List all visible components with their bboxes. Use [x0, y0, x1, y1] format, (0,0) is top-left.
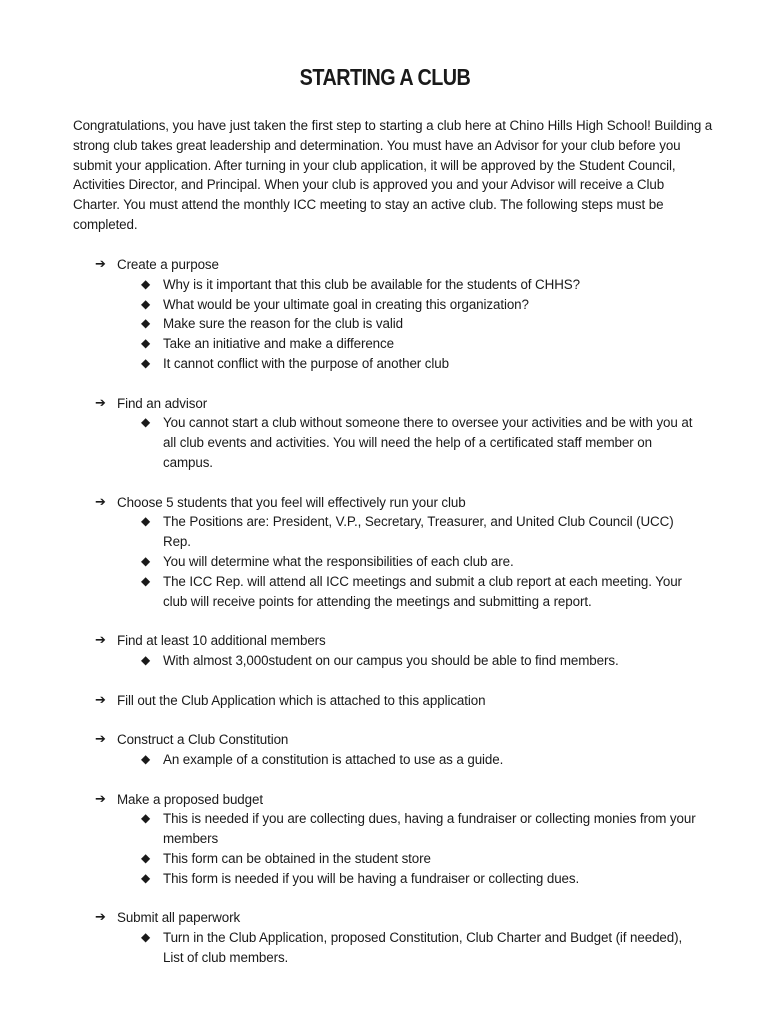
arrow-icon: ➔	[95, 732, 106, 748]
step-label: Submit all paperwork	[117, 910, 241, 926]
diamond-bullet-icon: ◆	[141, 553, 151, 568]
step-item	[95, 730, 715, 770]
sub-item-text: The Positions are: President, V.P., Secretary, Treasurer, and United Club Council (UCC) Rep.	[163, 514, 674, 550]
diamond-bullet-icon: ◆	[141, 573, 151, 588]
sub-item-text: Why is it important that this club be available for the students of CHHS?	[163, 276, 580, 292]
sub-item	[141, 869, 715, 889]
sub-item	[141, 928, 715, 968]
intro-paragraph: Congratulations, you have just taken the first step to starting a club here at Chino Hills High School! Building a strong club takes great leadership and determination. You must have an Advisor for your club before you submit your application. After turning in your club application, it will be approved by the Student Council, Activities Director, and Principal. When your club is approved you and your Advisor will receive a Club Charter. You must attend the monthly ICC meeting to stay an active club. The following steps must be completed.	[73, 118, 713, 232]
sub-item	[141, 552, 715, 572]
diamond-bullet-icon: ◆	[141, 850, 151, 865]
arrow-icon: ➔	[95, 692, 106, 708]
diamond-bullet-icon: ◆	[141, 930, 151, 945]
sub-item	[141, 413, 715, 472]
step-item	[95, 790, 715, 889]
diamond-bullet-icon: ◆	[141, 296, 151, 311]
diamond-bullet-icon: ◆	[141, 316, 151, 331]
step-label: Find at least 10 additional members	[117, 633, 326, 649]
step-label: Construct a Club Constitution	[117, 732, 289, 748]
step-label: Choose 5 students that you feel will effectively run your club	[117, 494, 466, 510]
sub-item	[141, 512, 715, 552]
step-label: Fill out the Club Application which is attached to this application	[117, 692, 486, 708]
sub-item	[141, 651, 715, 671]
step-label: Find an advisor	[117, 395, 208, 411]
diamond-bullet-icon: ◆	[141, 276, 151, 291]
sub-item-text: Make sure the reason for the club is valid	[163, 316, 403, 332]
arrow-icon: ➔	[95, 494, 106, 510]
sub-item-text: This is needed if you are collecting dues, having a fundraiser or collecting monies from your members	[163, 811, 696, 847]
diamond-bullet-icon: ◆	[141, 514, 151, 529]
diamond-bullet-icon: ◆	[141, 336, 151, 351]
sub-item	[141, 750, 715, 770]
step-item	[95, 631, 715, 671]
sub-item-text: An example of a constitution is attached to use as a guide.	[163, 751, 504, 767]
arrow-icon: ➔	[95, 633, 106, 649]
diamond-bullet-icon: ◆	[141, 870, 151, 885]
arrow-icon: ➔	[95, 791, 106, 807]
sub-item	[141, 275, 715, 295]
sub-item-text: This form is needed if you will be having a fundraiser or collecting dues.	[163, 870, 580, 886]
step-label: Make a proposed budget	[117, 791, 263, 807]
sub-item-text: This form can be obtained in the student store	[163, 850, 431, 866]
step-item	[95, 394, 715, 473]
sub-item	[141, 295, 715, 315]
sub-item	[141, 809, 715, 849]
step-label: Create a purpose	[117, 257, 219, 272]
arrow-icon: ➔	[95, 395, 106, 411]
diamond-bullet-icon: ◆	[141, 811, 151, 826]
diamond-bullet-icon: ◆	[141, 415, 151, 430]
step-item	[95, 255, 715, 374]
sub-item-text: You cannot start a club without someone there to oversee your activities and be with you at all club events and activities. You will need the help of a certificated staff member on campus.	[163, 415, 693, 470]
sub-item	[141, 354, 715, 374]
sub-item-text: Take an initiative and make a difference	[163, 336, 394, 352]
sub-item-text: The ICC Rep. will attend all ICC meetings and submit a club report at each meeting. Your club will receive points for attending the meetings and submitting a report.	[163, 573, 682, 609]
sub-item-text: What would be your ultimate goal in creating this organization?	[163, 296, 529, 312]
diamond-bullet-icon: ◆	[141, 751, 151, 766]
arrow-icon: ➔	[95, 257, 106, 272]
diamond-bullet-icon: ◆	[141, 355, 151, 370]
step-item	[95, 493, 715, 612]
sub-item-text: With almost 3,000student on our campus you should be able to find members.	[163, 652, 619, 668]
sub-item-text: Turn in the Club Application, proposed Constitution, Club Charter and Budget (if needed), List of club members.	[163, 930, 683, 965]
step-item	[95, 691, 715, 711]
sub-item	[141, 314, 715, 334]
diamond-bullet-icon: ◆	[141, 652, 151, 667]
steps-list	[95, 255, 715, 987]
step-item	[95, 908, 715, 967]
page-title: STARTING A CLUB	[299, 64, 471, 90]
sub-item	[141, 334, 715, 354]
sub-item	[141, 572, 715, 612]
sub-item-text: You will determine what the responsibilities of each club are.	[163, 553, 514, 569]
sub-item-text: It cannot conflict with the purpose of another club	[163, 355, 449, 371]
sub-item	[141, 849, 715, 869]
arrow-icon: ➔	[95, 910, 106, 926]
